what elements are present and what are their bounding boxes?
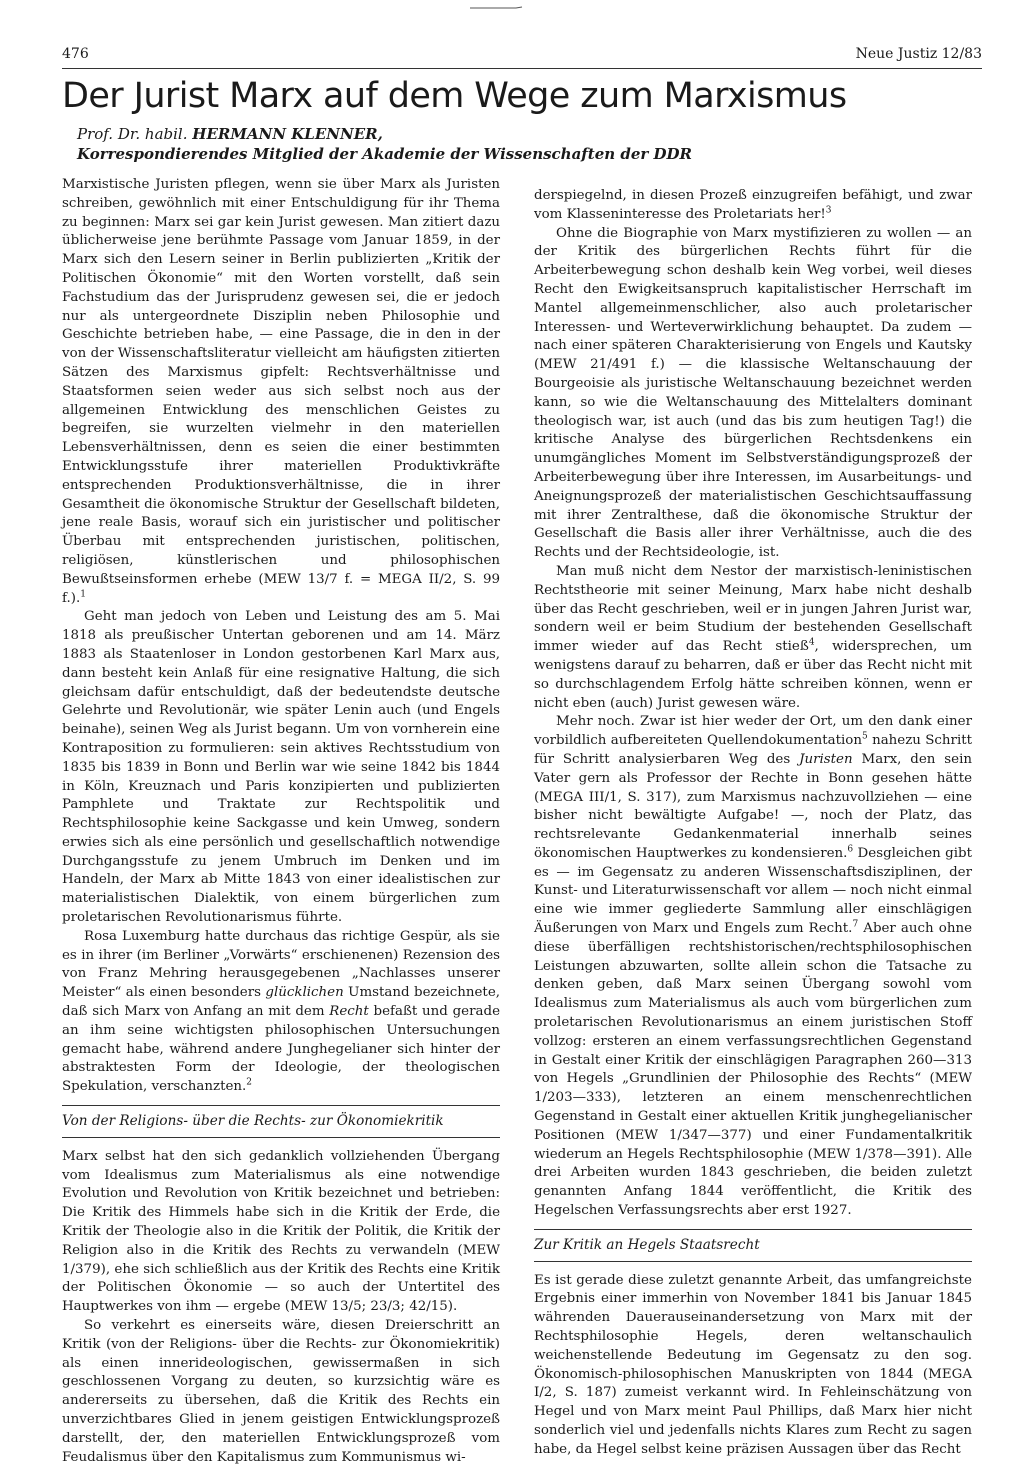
paragraph: derspiegelnd, in diesen Prozeß einzugreifen befähigt, und zwar vom Klasseninteresse des Proletariats her!$^3$ <box>534 188 972 222</box>
section-heading: Von der Religions- über die Rechts- zur Ökonomiekritik <box>62 1105 500 1138</box>
footnote-ref: 4 <box>808 637 815 648</box>
paragraph: Mehr noch. Zwar ist hier weder der Ort, um den dank einer vorbildlich aufbereiteten Quellendokumentation$^5$ nahezu Schritt für Schritt analysierbaren Weg des Juristen Marx, den sein Vater gern als Professor der Rechte in Bonn gesehen hätte (MEGA III/1, S. 317), zum Marxismus nachzuvollziehen — eine bisher nicht bewältigte Aufgabe! —, noch der Platz, das rechtsrelevante Gedankenmaterial innerhalb seines ökonomischen Hauptwerkes zu kondensieren.$^6$ Desgleichen gibt es — im Gegensatz zu anderen Wissenschaftsdisziplinen, der Kunst- und Literaturwissenschaft vor allem — noch nicht einmal eine wie immer gegliederte Sammlung aller einschlägigen Äußerungen von Marx und Engels zum Recht.$^7$ Aber auch ohne diese überfälligen rechtshistorischen/rechtsphilosophischen Leistungen abzuwarten, sollte allein schon die Tatsache zu denken geben, daß Marx seinen Übergang sowohl vom Idealismus zum Materialismus als auch vom bürgerlichen zum proletarischen Revolutionarismus an einem juristischen Stoff vollzog: ersteren an einem verfassungsrechtlichen Gegenstand in Gestalt einer Kritik der einschlägigen Paragraphen 260—313 von Hegels „Grundlinien der Philosophie des Rechts“ (MEW 1/203—333), letzteren an einem menschenrechtlichen Gegenstand in Gestalt einer aktuellen Kritik junghegelianischer Positionen (MEW 1/347—377) und einer Fundamentalkritik wiederum an Hegels Rechtsphilosophie (MEW 1/378—391). Alle drei Arbeiten wurden 1843 geschrieben, die beiden zuletzt genannten Anfang 1844 veröffentlicht, die Kritik des Hegelschen Verfassungsrechts aber erst 1927. <box>534 714 972 1219</box>
left-column <box>62 176 500 1467</box>
author-prefix: Prof. Dr. habil. <box>77 125 188 143</box>
footnote-ref: 7 <box>852 919 859 930</box>
header-rule <box>62 68 982 69</box>
article-title: Der Jurist Marx auf dem Wege zum Marxismus <box>62 76 847 116</box>
author-name: HERMANN KLENNER, <box>192 125 383 143</box>
footnote-ref: 3 <box>825 205 832 216</box>
byline <box>77 124 977 164</box>
paragraph: Es ist gerade diese zuletzt genannte Arbeit, das umfangreichste Ergebnis einer immerhin von November 1841 bis Januar 1845 währenden Dauerauseinandersetzung von Marx mit der Rechtsphilosophie Hegels, deren weltanschaulich weichenstellende Bedeutung im Gegensatz zu den sog. Ökonomisch-philosophischen Manuskripten von 1844 (MEGA I/2, S. 187) zumeist verkannt wird. In Fehleinschätzung von Hegel und von Marx meint Paul Phillips, daß Marx hier nicht sonderlich viel und jedenfalls nichts Klares zum Recht zu sagen habe, da Hegel selbst keine präzisen Aussagen über das Recht <box>534 1272 972 1457</box>
author-affiliation: Korrespondierendes Mitglied der Akademie der Wissenschaften der DDR <box>77 145 692 163</box>
paragraph: Rosa Luxemburg hatte durchaus das richtige Gespür, als sie es in ihrer (im Berliner „Vorwärts“ erschienenen) Rezension des von Franz Mehring herausgegebenen „Nachlasses unserer Meister“ als einen besonders glücklichen Umstand bezeichnete, daß sich Marx von Anfang an mit dem Recht befaßt und gerade an ihm seine wichtigsten philosophischen Untersuchungen gemacht habe, während andere Junghegelianer sich hinter der abstraktesten Form der Ideologie, der theologischen Spekulation, verschanzten.$^2$ <box>62 928 500 1095</box>
footnote-ref: 6 <box>847 844 854 855</box>
paragraph: So verkehrt es einerseits wäre, diesen Dreierschritt an Kritik (von der Religions- über die Rechts- zur Ökonomiekritik) als einen innerideologischen, gewissermaßen in sich geschlossenen Vorgang zu deuten, so kurzsichtig wäre es andererseits zu übersehen, daß die Kritik des Rechts ein unverzichtbares Glied in jenem geistigen Entwicklungsprozeß darstellt, der, den materiellen Entwicklungsprozeß vom Feudalismus über den Kapitalismus zum Kommunismus wi- <box>62 1318 500 1465</box>
author-line <box>77 124 977 144</box>
right-column <box>534 187 972 1460</box>
section-heading: Zur Kritik an Hegels Staatsrecht <box>534 1229 972 1262</box>
paragraph: Marxistische Juristen pflegen, wenn sie über Marx als Juristen schreiben, gewöhnlich mit einer Entschuldigung für ihr Thema zu beginnen: Marx sei gar kein Jurist gewesen. Man zitiert dazu üblicherweise jene berühmte Passage vom Januar 1859, in der Marx sich den Lesern seiner in Berlin publizierten „Kritik der Politischen Ökonomie“ mit den Worten vorstellt, daß sein Fachstudium das der Jurisprudenz gewesen sei, die er jedoch nur als untergeordnete Disziplin neben Philosophie und Geschichte betrieben habe, — eine Passage, die in den in der von der Wissenschaftsliteratur vielleicht am häufigsten zitierten Sätzen des Marxismus gipfelt: Rechtsverhältnisse und Staatsformen seien weder aus sich selbst noch aus der allgemeinen Entwicklung des menschlichen Geistes zu begreifen, sie wurzelten vielmehr in den materiellen Lebensverhältnissen, denn es seien die einer bestimmten Entwicklungsstufe ihrer materiellen Produktivkräfte entsprechenden Produktionsverhältnisse, die in ihrer Gesamtheit die ökonomische Struktur der Gesellschaft bildeten, jene reale Basis, worauf sich ein juristischer und politischer Überbau mit entsprechenden juristischen, politischen, religiösen, künstlerischen und philosophischen Bewußtseinsformen erhebe (MEW 13/7 f. = MEGA II/2, S. 99 f.).$^1$ <box>62 177 500 606</box>
footnote-ref: 1 <box>80 589 86 600</box>
paragraph: Geht man jedoch von Leben und Leistung des am 5. Mai 1818 als preußischer Untertan geborenen und am 14. März 1883 als Staatenloser in London gestorbenen Karl Marx aus, dann besteht kein Anlaß für eine resignative Haltung, die sich gleichsam dafür entschuldigt, daß der bedeutendste deutsche Gelehrte und Revolutionär, wie später Lenin auch (und Engels beinahe), seinen Weg als Jurist begann. Um von vornherein eine Kontraposition zu formulieren: sein aktives Rechtsstudium von 1835 bis 1839 in Bonn und Berlin war wie seine 1842 bis 1844 in Köln, Kreuznach und Paris konzipierten und publizierten Pamphlete und Traktate zur Rechtspolitik und Rechtsphilosophie keine Sackgasse und kein Umweg, sondern erwies sich als eine persönlich und gesellschaftlich notwendige Durchgangsstufe zu jenem Umbruch im Denken und im Handeln, der Marx ab Mitte 1843 von einer idealistischen zur materialistischen Dialektik, von einem bürgerlichen zum proletarischen Revolutionarismus führte. <box>62 609 500 926</box>
footnote-ref: 5 <box>862 731 868 742</box>
scan-artifact-mark <box>468 6 524 10</box>
journal-issue: Neue Justiz 12/83 <box>855 46 982 62</box>
paragraph: Man muß nicht dem Nestor der marxistisch-leninistischen Rechtstheorie mit seiner Meinung, Marx habe nicht deshalb über das Recht geschrieben, weil er in jungen Jahren Jurist war, sondern weil er beim Studium der bestehenden Gesellschaft immer wieder auf das Recht stieß$^4$, widersprechen, um wenigstens darauf zu beharren, daß er über das Recht nicht mit so durchschlagendem Erfolg hätte schreiben können, wenn er nicht eben (auch) Jurist gewesen wäre. <box>534 563 972 711</box>
running-header <box>62 46 982 68</box>
paragraph: Marx selbst hat den sich gedanklich vollziehenden Übergang vom Idealismus zum Materialismus als eine notwendige Evolution und Revolution von Kritik bezeichnet und betrieben: Die Kritik des Himmels habe sich in die Kritik der Erde, die Kritik der Theologie also in die Kritik der Politik, die Kritik der Religion also in die Kritik des Rechts zu verwandeln (MEW 1/379), ehe sich schließlich aus der Kritik des Rechts eine Kritik der Politischen Ökonomie — so auch der Untertitel des Hauptwerkes von ihm — ergebe (MEW 13/5; 23/3; 42/15). <box>62 1148 500 1315</box>
page-number: 476 <box>62 46 89 62</box>
footnote-ref: 2 <box>246 1077 253 1088</box>
paragraph: Ohne die Biographie von Marx mystifizieren zu wollen — an der Kritik des bürgerlichen Rechts führt für die Arbeiterbewegung schon deshalb kein Weg vorbei, weil dieses Recht den Ewigkeitsanspruch kapitalistischer Herrschaft im Mantel allgemeinmenschlicher, also auch proletarischer Interessen- und Werteverwirklichung behauptet. Da zudem — nach einer späteren Charakterisierung von Engels und Kautsky (MEW 21/491 f.) — die klassische Weltanschauung der Bourgeoisie als juristische Weltanschauung bezeichnet werden kann, so wie die Weltanschauung des Mittelalters dominant theologisch war, ist auch (und das bis zum heutigen Tag!) die kritische Analyse des bürgerlichen Rechtsdenkens ein unumgängliches Moment im Selbstverständigungsprozeß der Arbeiterbewegung über ihre Interessen, im Ausarbeitungs- und Aneignungsprozeß der materialistischen Geschichtsauffassung mit ihrer Zentralthese, daß die ökonomische Struktur der Gesellschaft die Basis aller ihrer Verhältnisse, auch die des Rechts und der Rechtsideologie, ist. <box>534 225 972 561</box>
